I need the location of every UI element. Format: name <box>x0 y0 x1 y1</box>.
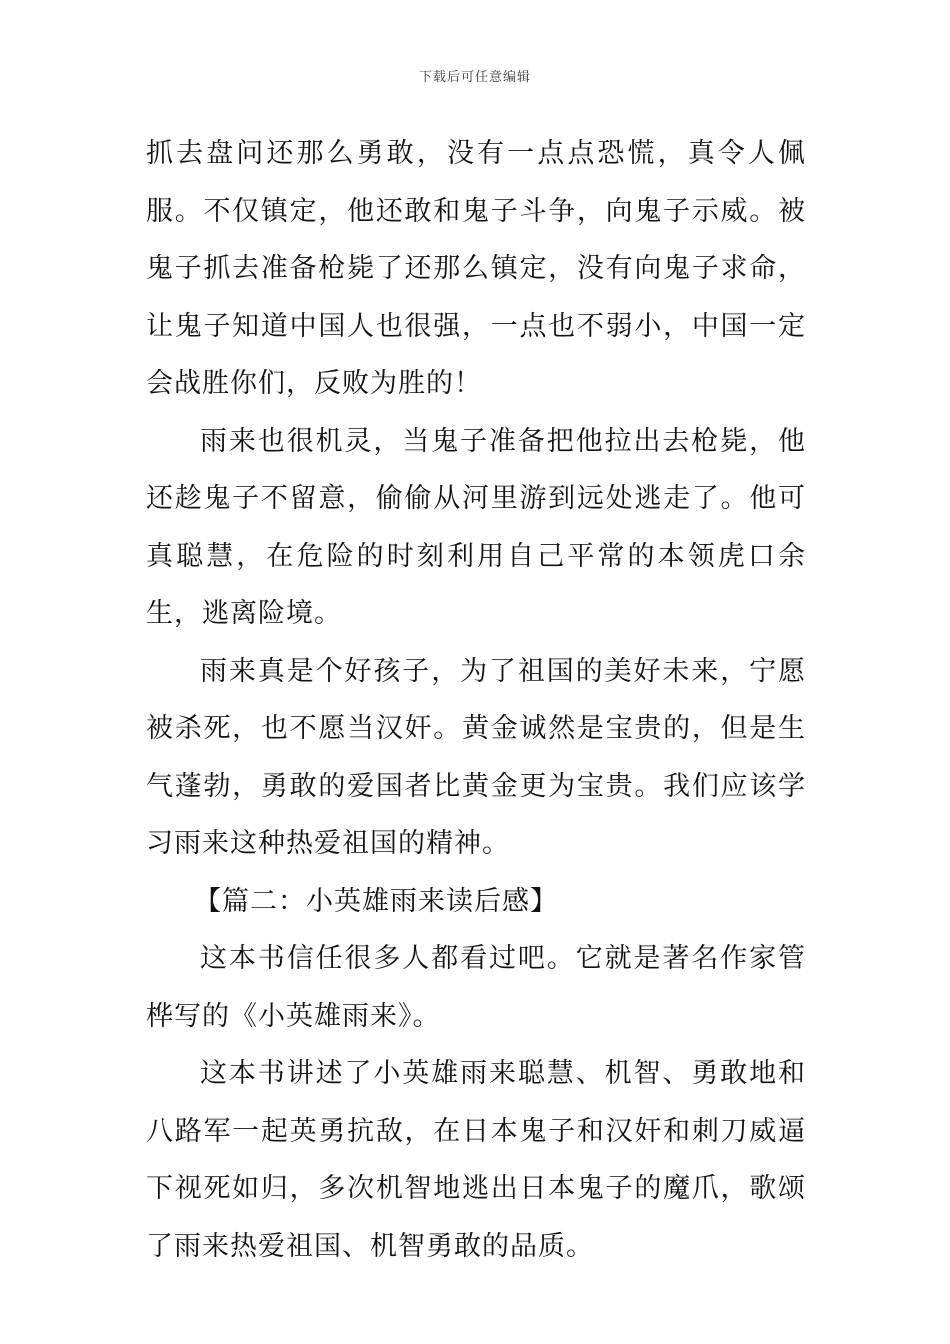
section-heading: 【篇二：小英雄雨来读后感】 <box>194 885 558 917</box>
paragraph: 雨来也很机灵，当鬼子准备把他拉出去枪毙，他还趁鬼子不留意，偷偷从河里游到远处逃走了。他可真聪慧，在危险的时刻利用自己平常的本领虎口余生，逃离险境。 <box>146 425 806 629</box>
page-header: 下载后可任意编辑 <box>418 70 531 85</box>
paragraph: 雨来真是个好孩子，为了祖国的美好未来，宁愿被杀死，也不愿当汉奸。黄金诚然是宝贵的，但是生气蓬勃，勇敢的爱国者比黄金更为宝贵。我们应该学习雨来这种热爱祖国的精神。 <box>146 655 806 859</box>
paragraph: 这本书讲述了小英雄雨来聪慧、机智、勇敢地和八路军一起英勇抗敌，在日本鬼子和汉奸和刺刀威逼下视死如归，多次机智地逃出日本鬼子的魔爪，歌颂了雨来热爱祖国、机智勇敢的品质。 <box>146 1058 806 1262</box>
document-body <box>146 125 806 1275</box>
paragraph-continuation: 抓去盘问还那么勇敢，没有一点点恐慌，真令人佩服。不仅镇定，他还敢和鬼子斗争，向鬼子示威。被鬼子抓去准备枪毙了还那么镇定，没有向鬼子求命，让鬼子知道中国人也很强，一点也不弱小，中国一定会战胜你们，反败为胜的！ <box>146 138 806 399</box>
paragraph: 这本书信任很多人都看过吧。它就是著名作家管桦写的《小英雄雨来》。 <box>146 943 806 1032</box>
